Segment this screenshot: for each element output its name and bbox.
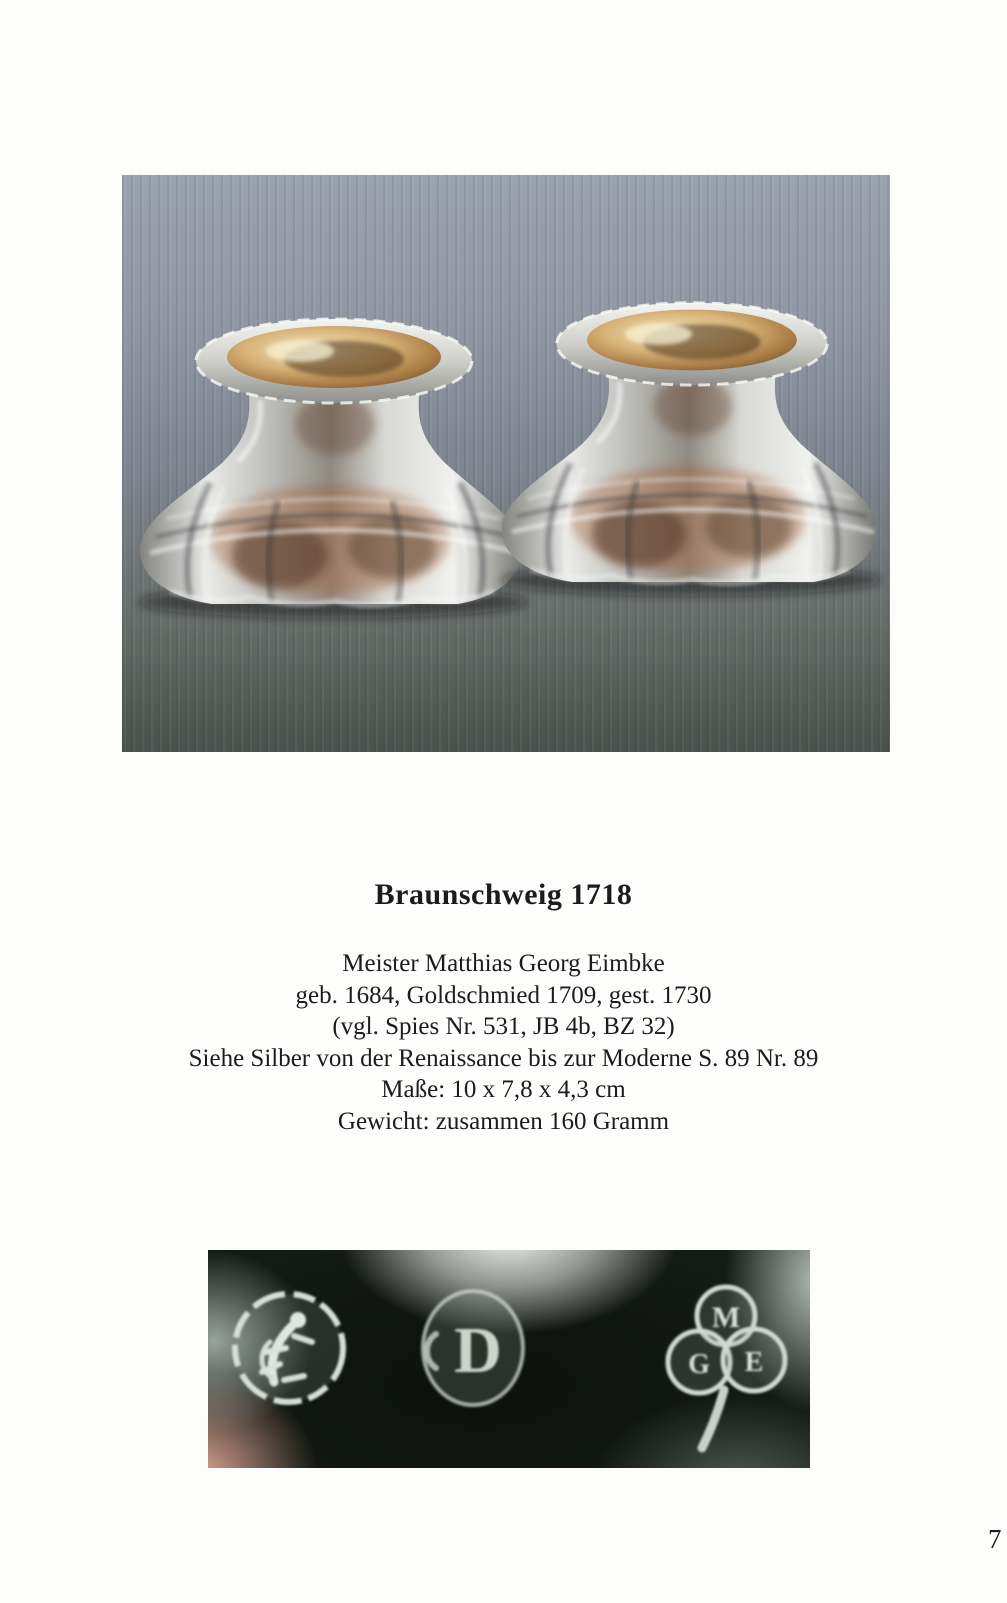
monogram-letter-e: E <box>744 1347 764 1378</box>
hallmarks-illustration <box>208 1250 810 1468</box>
objects-photo <box>122 175 890 752</box>
date-letter-glyph: D <box>454 1314 502 1387</box>
text-line-weight: Gewicht: zusammen 160 Gramm <box>337 1107 670 1135</box>
text-line-dates: geb. 1684, Goldschmied 1709, gest. 1730 <box>295 981 712 1009</box>
makers-mark-hallmark <box>668 1287 785 1448</box>
salt-cellar-left <box>138 319 528 618</box>
body-text <box>0 948 1007 1137</box>
monogram-letter-m: M <box>711 1301 741 1334</box>
text-line-dimensions: Maße: 10 x 7,8 x 4,3 cm <box>381 1076 626 1103</box>
text-line-reference: (vgl. Spies Nr. 531, JB 4b, BZ 32) <box>332 1013 675 1040</box>
city-hallmark-lion-icon <box>235 1294 343 1402</box>
date-letter-hallmark <box>423 1291 523 1405</box>
text-line-literature: Siehe Silber von der Renaissance bis zur Moderne S. 89 Nr. 89 <box>188 1044 819 1072</box>
page-number: 7 <box>988 1524 1002 1554</box>
page-title: Braunschweig 1718 <box>374 878 633 911</box>
monogram-letter-g: G <box>688 1349 710 1380</box>
text-line-master: Meister Matthias Georg Eimbke <box>342 950 665 977</box>
hallmarks-photo <box>208 1250 810 1468</box>
salt-cellar-right <box>500 303 882 596</box>
salt-cellars-illustration <box>122 175 890 752</box>
